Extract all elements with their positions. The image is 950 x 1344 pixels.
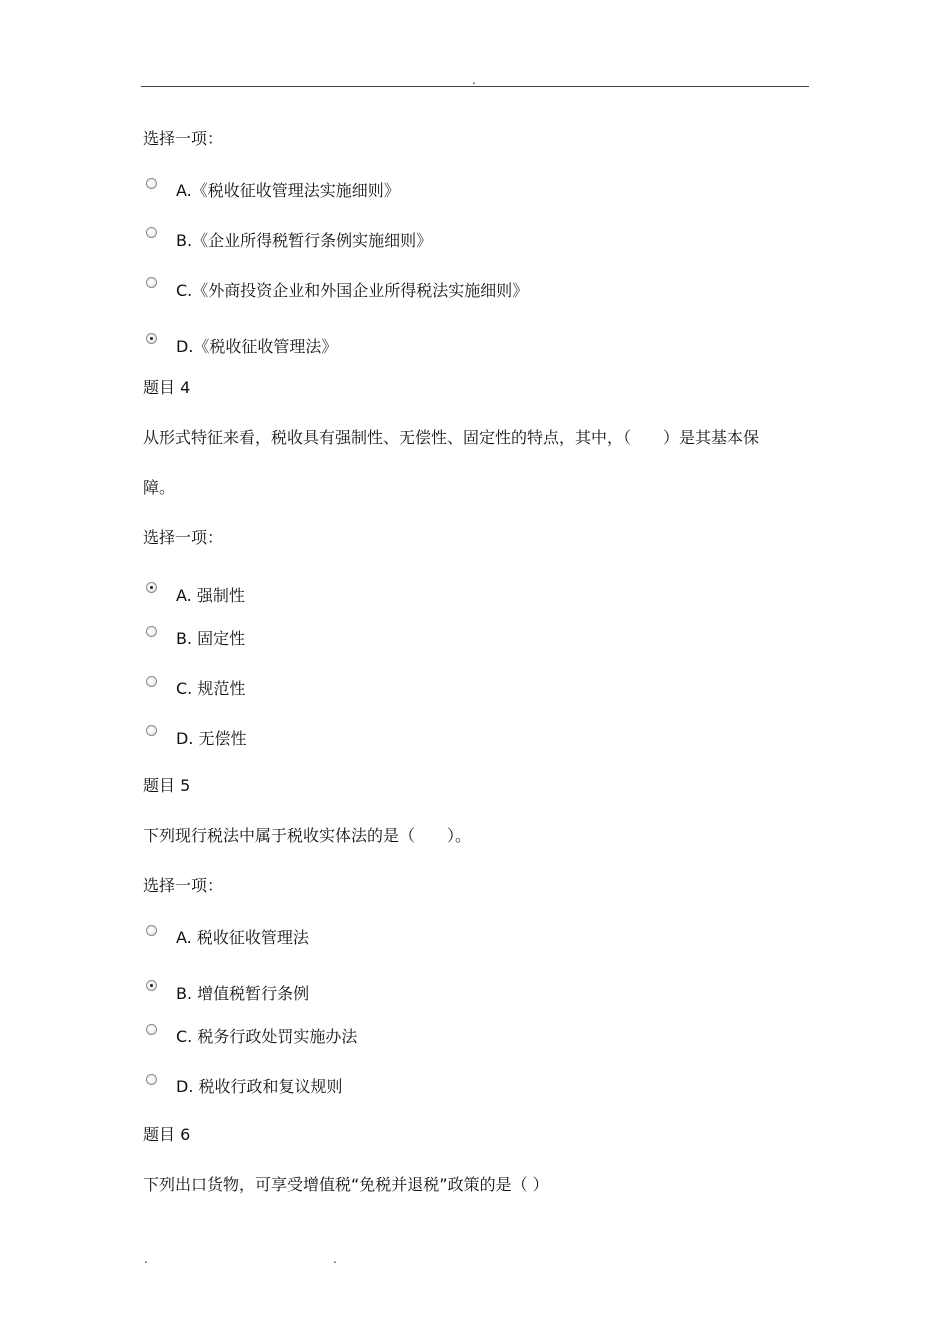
option-q3-b[interactable]: B.《企业所得税暂行条例实施细则》 (176, 231, 433, 250)
option-q3-d[interactable]: D.《税收征收管理法》 (176, 337, 338, 356)
footer-mark-left: . (144, 1252, 148, 1266)
choose-one-label-q5: 选择一项： (143, 876, 224, 895)
radio-q3-d[interactable] (146, 333, 157, 344)
option-q4-a[interactable]: A. 强制性 (176, 586, 245, 605)
choose-one-label-q4: 选择一项： (143, 528, 224, 547)
question-5-text: 下列现行税法中属于税收实体法的是（ ）。 (143, 826, 472, 845)
option-q3-c[interactable]: C.《外商投资企业和外国企业所得税法实施细则》 (176, 281, 529, 300)
radio-q4-a[interactable] (146, 582, 157, 593)
radio-q5-a[interactable] (146, 925, 157, 936)
question-6-text: 下列出口货物，可享受增值税“免税并退税”政策的是（ ） (143, 1175, 549, 1194)
radio-q4-c[interactable] (146, 676, 157, 687)
header-rule (141, 86, 809, 87)
radio-q4-b[interactable] (146, 626, 157, 637)
option-q5-d[interactable]: D. 税收行政和复议规则 (176, 1077, 343, 1096)
question-4-text-line2: 障。 (143, 478, 176, 497)
radio-q5-d[interactable] (146, 1074, 157, 1085)
option-q5-b[interactable]: B. 增值税暂行条例 (176, 984, 310, 1003)
option-q5-a[interactable]: A. 税收征收管理法 (176, 928, 309, 947)
question-5-title: 题目 5 (143, 776, 191, 795)
radio-q3-a[interactable] (146, 178, 157, 189)
option-q4-b[interactable]: B. 固定性 (176, 629, 246, 648)
choose-one-label-q3: 选择一项： (143, 129, 224, 148)
radio-q4-d[interactable] (146, 725, 157, 736)
radio-q5-c[interactable] (146, 1024, 157, 1035)
radio-q3-b[interactable] (146, 227, 157, 238)
option-q4-c[interactable]: C. 规范性 (176, 679, 246, 698)
question-6-title: 题目 6 (143, 1125, 191, 1144)
header-mark: . (472, 73, 476, 87)
question-4-text-line1: 从形式特征来看，税收具有强制性、无偿性、固定性的特点，其中，（ ）是其基本保 (143, 428, 760, 447)
footer-mark-right: . (333, 1252, 337, 1266)
option-q5-c[interactable]: C. 税务行政处罚实施办法 (176, 1027, 358, 1046)
question-4-title: 题目 4 (143, 378, 191, 397)
radio-q3-c[interactable] (146, 277, 157, 288)
option-q4-d[interactable]: D. 无偿性 (176, 729, 247, 748)
option-q3-a[interactable]: A.《税收征收管理法实施细则》 (176, 181, 400, 200)
radio-q5-b[interactable] (146, 980, 157, 991)
